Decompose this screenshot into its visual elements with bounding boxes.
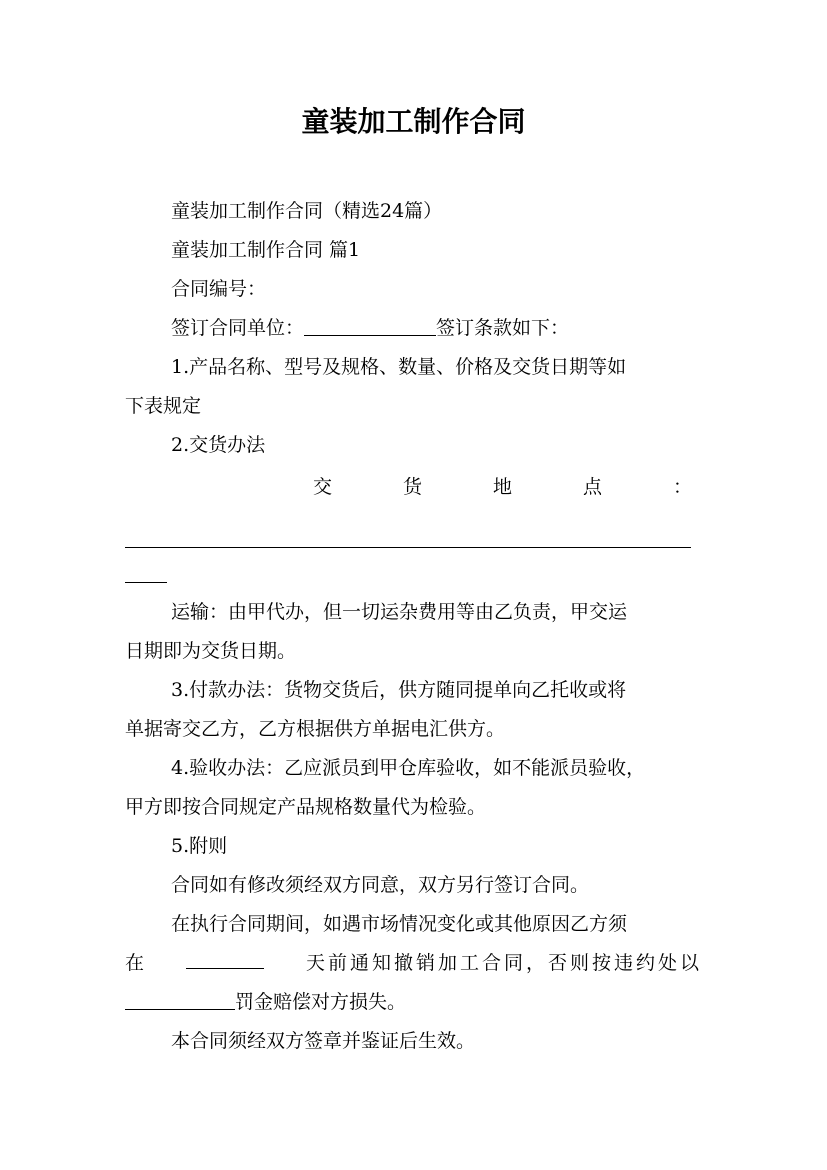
days-blank [186, 946, 264, 969]
transport-line2: 日期即为交货日期。 [125, 640, 297, 662]
rule3: 本合同须经双方签章并鉴证后生效。 [171, 1030, 476, 1052]
place-char: 货 [402, 476, 422, 498]
delivery-place-blank-line [125, 507, 691, 548]
signing-unit-label: 签订合同单位： [171, 317, 305, 339]
transport-line1: 运输：由甲代办，但一切运杂费用等由乙负责，甲交运 [171, 601, 628, 623]
subtitle: 童装加工制作合同（精选24篇） [171, 200, 443, 222]
document-title: 童装加工制作合同 [301, 105, 526, 138]
delivery-place-blank-tail [125, 548, 167, 583]
place-char: 交 [313, 476, 333, 498]
rule1: 合同如有修改须经双方同意，双方另行签订合同。 [171, 874, 590, 896]
rule2-line1: 在执行合同期间，如遇市场情况变化或其他原因乙方须 [171, 913, 628, 935]
item5: 5.附则 [171, 835, 228, 857]
item3-line2: 单据寄交乙方，乙方根据供方单据电汇供方。 [125, 718, 506, 740]
signing-unit-blank [304, 313, 436, 336]
rule2-mid: 天前通知撤销加工合同，否则按违约处以 [305, 952, 702, 974]
rule2-pre: 在 [125, 952, 145, 974]
penalty-blank [125, 987, 235, 1010]
rule2-line2 [125, 944, 702, 983]
document-body [125, 192, 702, 1061]
item1-line2: 下表规定 [125, 395, 202, 417]
item2: 2.交货办法 [171, 434, 266, 456]
rule2-line3 [125, 983, 702, 1022]
place-char: ： [672, 476, 692, 498]
delivery-place-row [125, 467, 702, 507]
item1-line1: 1.产品名称、型号及规格、数量、价格及交货日期等如 [171, 356, 627, 378]
place-char: 地 [492, 476, 512, 498]
item4-line1: 4.验收办法：乙应派员到甲仓库验收，如不能派员验收， [171, 757, 646, 779]
section-heading: 童装加工制作合同 篇1 [171, 239, 361, 261]
signing-unit-paragraph [125, 309, 702, 348]
place-char: 点 [582, 476, 602, 498]
contract-number-label: 合同编号： [171, 278, 267, 300]
signing-terms-label: 签订条款如下： [436, 317, 570, 339]
item4-line2: 甲方即按合同规定产品规格数量代为检验。 [125, 796, 487, 818]
rule2-end: 罚金赔偿对方损失。 [235, 991, 407, 1013]
item3-line1: 3.付款办法：货物交货后，供方随同提单向乙托收或将 [171, 679, 627, 701]
